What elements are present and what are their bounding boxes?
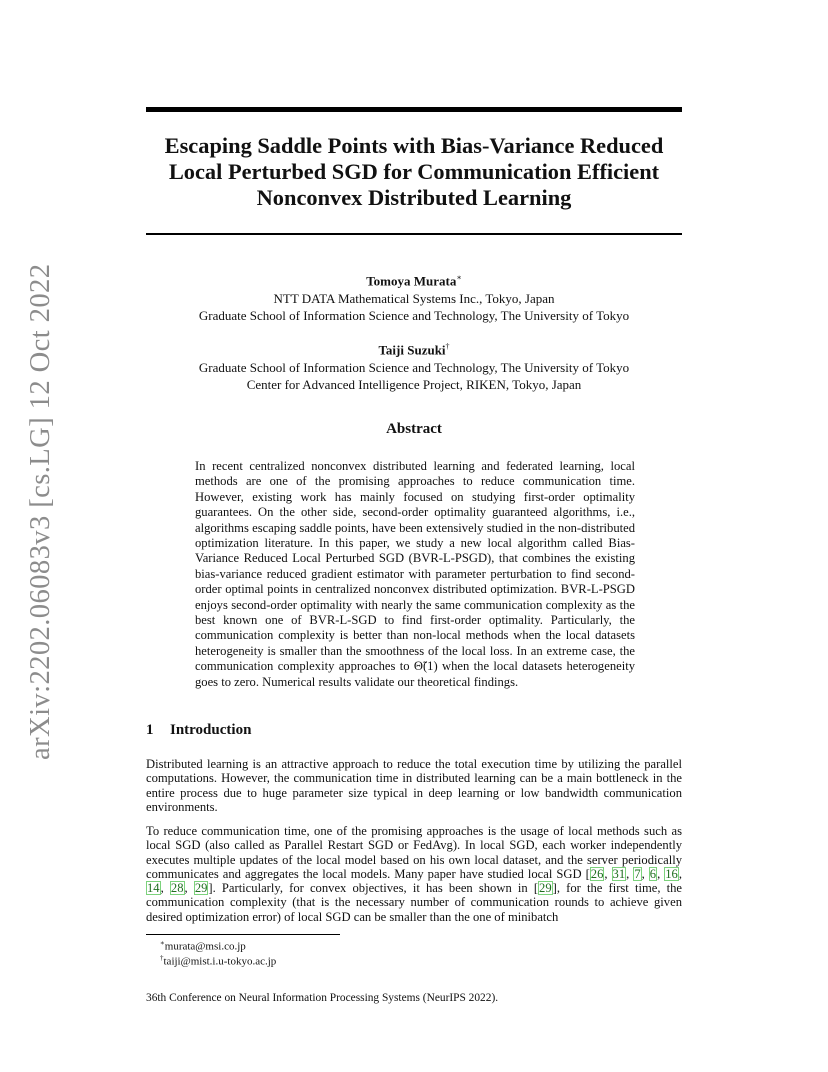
citation-link[interactable]: 29 [539,881,552,896]
citation-link[interactable]: 31 [612,866,626,881]
author-affiliation: Center for Advanced Intelligence Project, RIKEN, Tokyo, Japan [246,377,582,393]
citation-link[interactable]: 7 [634,866,641,881]
footnote-email: murata@msi.co.jp [164,940,246,953]
body-paragraph: Distributed learning is an attractive approach to reduce the total execution time by utilizing the parallel computations. However, the communication time in distributed learning can be a main bottleneck in the entire process due to huge parameter size typical in deep learning or low bandwidth communication environments. [146,757,682,814]
section-number: 1 [146,722,154,738]
citation-link[interactable]: 16 [665,866,678,881]
footnote-mark: ∗ [456,273,462,282]
footnote-mark: † [160,954,164,962]
title-bottom-rule [146,233,682,235]
title-top-rule [146,107,682,112]
abstract-text: In recent centralized nonconvex distributed learning and federated learning, local methods are one of the promising approaches to reduce communication time. However, existing work has mainly focused on studying first-order optimality guarantees. On the other side, second-order optimality guaranteed algorithms, i.e., algorithms escaping saddle points, have been extensively studied in the non-distributed optimization literature. In this paper, we study a new local algorithm called Bias-Variance Reduced Local Perturbed SGD (BVR-L-PSGD), that combines the existing bias-variance reduced gradient estimator with parameter perturbation to find second-order optimal points in centralized nonconvex distributed optimization. BVR-L-PSGD enjoys second-order optimality with nearly the same communication complexity as the best known one of BVR-L-SGD to find first-order optimality. Particularly, the communication complexity is better than non-local methods when the local datasets heterogeneity is smaller than the smoothness of the local loss. In an extreme case, the communication complexity approaches to Θ̃(1) when the local datasets heterogeneity goes to zero. Numerical results validate our theoretical findings. [195,459,635,689]
arxiv-stamp: arXiv:2202.06083v3 [cs.LG] 12 Oct 2022 [25,263,56,760]
footnote [160,952,276,969]
title-line: Local Perturbed SGD for Communication Efficient [168,159,660,184]
conference-note: 36th Conference on Neural Information Processing Systems (NeurIPS 2022). [146,992,499,1004]
paper-title [146,133,682,211]
footnote-rule [146,934,340,935]
title-line: Escaping Saddle Points with Bias-Variance Reduced [164,133,664,158]
footnote-mark: † [445,342,450,351]
author-name: Tomoya Murata∗ [366,273,462,289]
citation-link[interactable]: 28 [170,881,184,896]
abstract-heading: Abstract [386,421,442,437]
footnote-email: taiji@mist.i.u-tokyo.ac.jp [163,955,277,968]
citation-link[interactable]: 6 [649,866,657,881]
body-paragraph: To reduce communication time, one of the promising approaches is the usage of local methods such as local SGD (also called as Parallel Restart SGD or FedAvg). In local SGD, each worker independently executes multiple updates of the local model based on his own local dataset, and the server periodically communicates and aggregates the local models. Many paper have studied local SGD [26, 31, 7, 6, 16, 14, 28, 29]. Particularly, for convex objectives, it has been shown in [29], for the first time, the communication complexity (that is the necessary number of communication rounds to achieve given desired optimization error) of local SGD can be smaller than the one of minibatch [146,824,683,924]
author-affiliation: Graduate School of Information Science and Technology, The University of Tokyo [198,359,630,375]
author-block [146,269,682,325]
author-name: Taiji Suzuki† [378,342,450,358]
title-line: Nonconvex Distributed Learning [256,185,572,210]
author-affiliation: Graduate School of Information Science and Technology, The University of Tokyo [198,308,630,324]
author-affiliation: NTT DATA Mathematical Systems Inc., Tokyo, Japan [273,290,555,306]
section-title: Introduction [170,722,252,738]
section-heading [146,722,251,739]
citation-link[interactable]: 29 [194,881,208,896]
citation-link[interactable]: 26 [590,866,604,881]
footnote-mark: ∗ [160,939,165,947]
citation-link[interactable]: 14 [147,881,160,896]
author-block [146,338,682,394]
